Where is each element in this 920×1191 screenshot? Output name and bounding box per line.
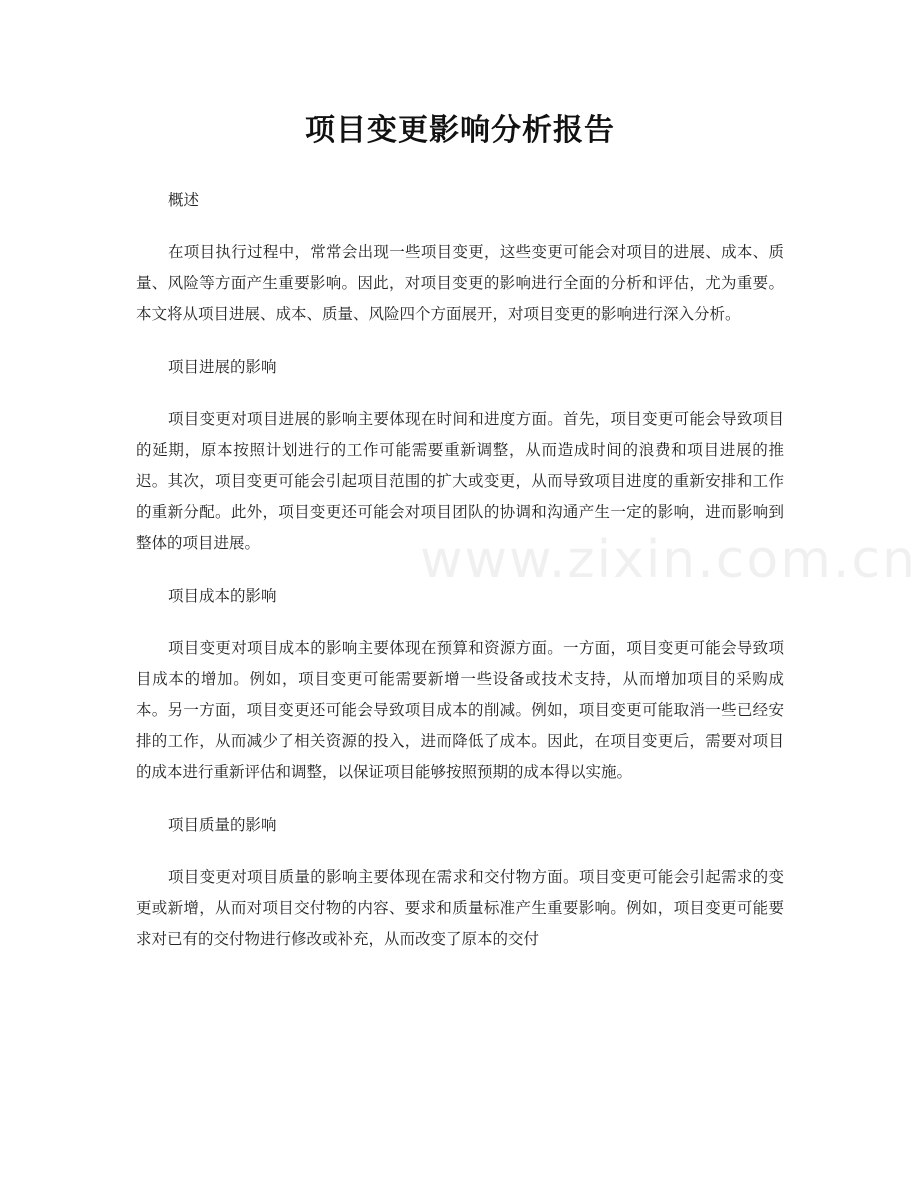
section-heading: 项目成本的影响 xyxy=(168,587,277,605)
section-paragraph: 项目变更对项目成本的影响主要体现在预算和资源方面。一方面，项目变更可能会导致项目成本的增加。例如，项目变更可能需要新增一些设备或技术支持，从而增加项目的采购成本。另一方面，项目变更还可能会导致项目成本的削减。例如，项目变更可能取消一些已经安排的工作，从而减少了相关资源的投入，进而降低了成本。因此，在项目变更后，需要对项目的成本进行重新评估和调整，以保证项目能够按照预期的成本得以实施。 xyxy=(136,639,784,781)
section-heading: 概述 xyxy=(168,191,200,209)
section-cost xyxy=(136,576,784,788)
page-title: 项目变更影响分析报告 xyxy=(305,113,615,148)
section-paragraph: 项目变更对项目进展的影响主要体现在时间和进度方面。首先，项目变更可能会导致项目的延期，原本按照计划进行的工作可能需要重新调整，从而造成时间的浪费和项目进展的推迟。其次，项目变更可能会引起项目范围的扩大或变更，从而导致项目进度的重新安排和工作的重新分配。此外，项目变更还可能会对项目团队的协调和沟通产生一定的影响，进而影响到整体的项目进展。 xyxy=(136,410,784,552)
section-overview xyxy=(136,180,784,330)
section-paragraph: 在项目执行过程中，常常会出现一些项目变更，这些变更可能会对项目的进展、成本、质量、风险等方面产生重要影响。因此，对项目变更的影响进行全面的分析和评估，尤为重要。本文将从项目进展、成本、质量、风险四个方面展开，对项目变更的影响进行深入分析。 xyxy=(136,243,784,323)
section-quality xyxy=(136,805,784,955)
section-heading: 项目进展的影响 xyxy=(168,358,277,376)
watermark: www.zixin.com.cn xyxy=(420,530,917,590)
section-heading: 项目质量的影响 xyxy=(168,816,277,834)
section-paragraph: 项目变更对项目质量的影响主要体现在需求和交付物方面。项目变更可能会引起需求的变更或新增，从而对项目交付物的内容、要求和质量标准产生重要影响。例如，项目变更可能要求对已有的交付物进行修改或补充，从而改变了原本的交付 xyxy=(136,868,784,948)
document-body xyxy=(136,180,784,972)
section-progress xyxy=(136,347,784,559)
